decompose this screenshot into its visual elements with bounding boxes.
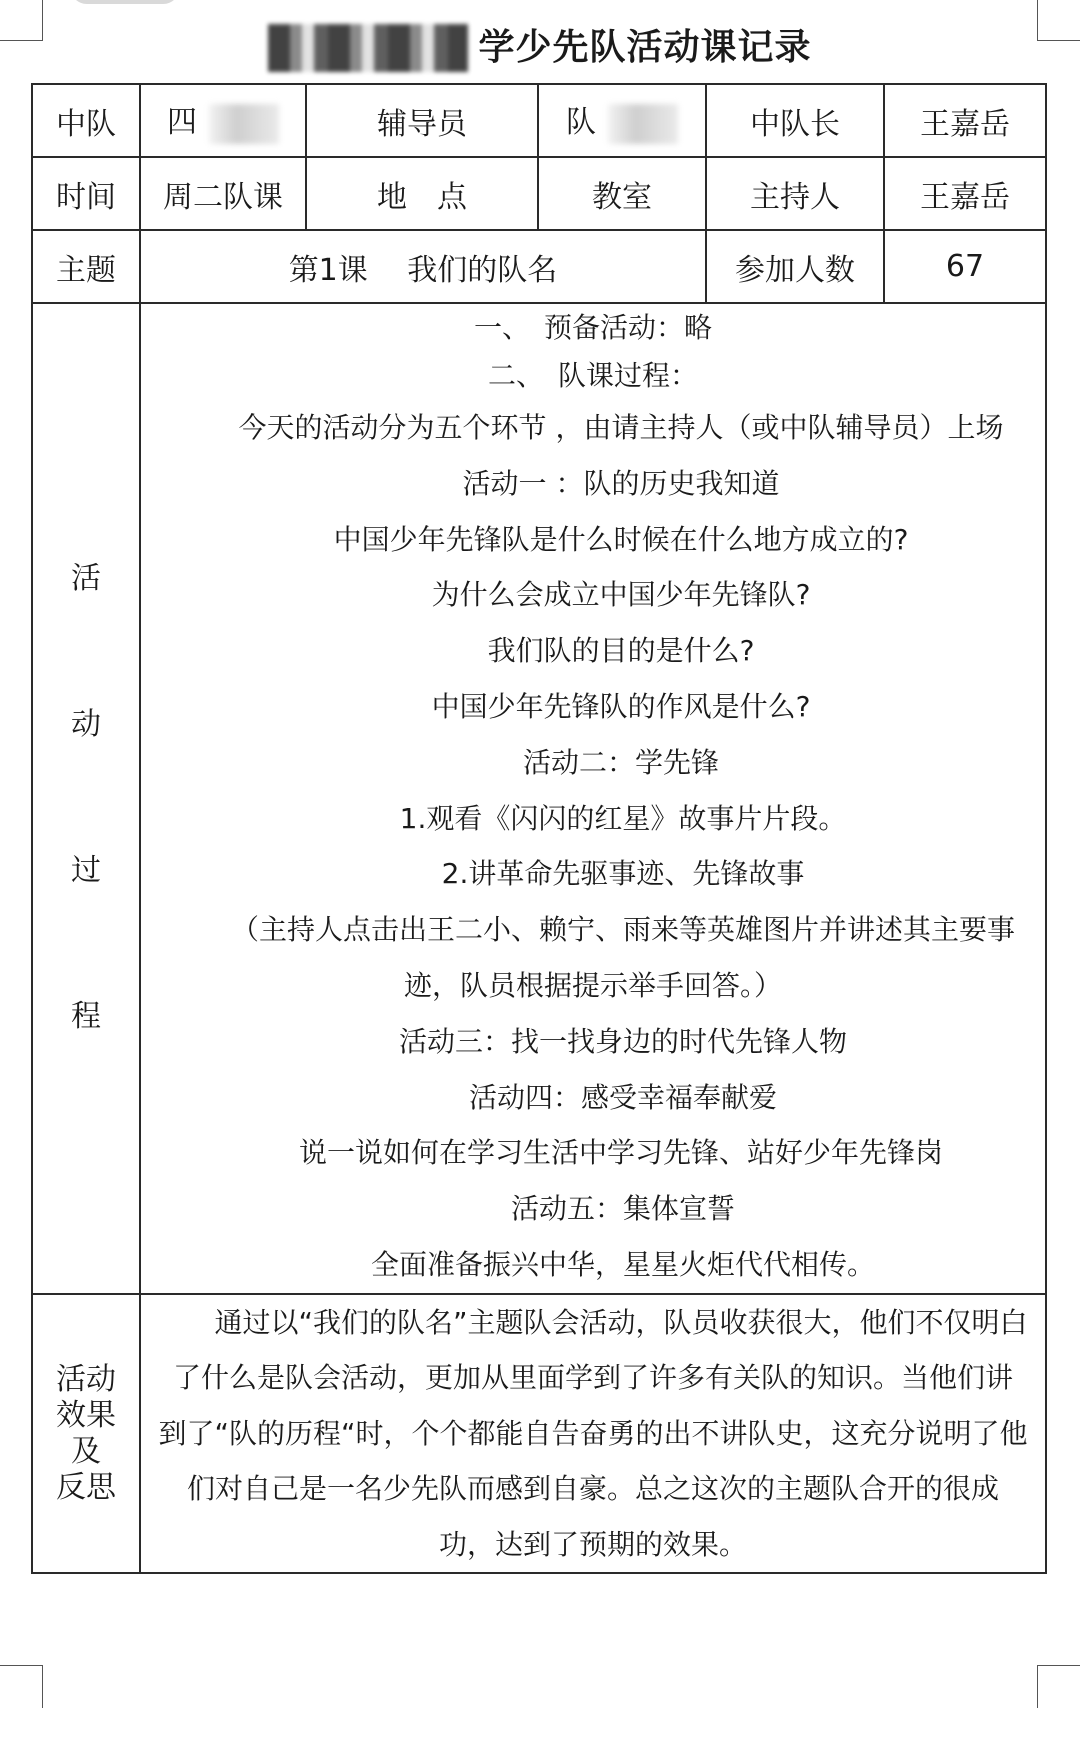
effect-content [140,1294,1046,1574]
process-line: 为什么会成立中国少年先锋队? [431,578,811,612]
effect-line: 功，达到了预期的效果。 [438,1527,747,1561]
time-label: 时间 [32,157,140,230]
table-row [32,303,1046,1294]
counselor-label: 辅导员 [306,84,538,157]
process-label [32,303,140,1294]
process-content [140,303,1046,1294]
effect-line: 们对自己是一名少先队而感到自豪。总之这次的主题队合开的很成 [186,1472,999,1506]
crop-mark-bottom-left [0,1665,43,1708]
effect-line: 通过以“我们的队名”主题队会活动，队员收获很大，他们不仅明白 [214,1305,1028,1339]
effect-label-line: 效果 [56,1397,116,1433]
redacted-counselor-value [608,104,678,144]
captain-value: 王嘉岳 [884,84,1046,157]
counselor-value-text: 队 [566,105,596,141]
process-label-char: 动 [71,707,101,743]
process-label-char: 程 [71,999,101,1035]
table-row [32,84,1046,157]
activity-record-table [31,83,1047,1574]
squad-value [140,84,306,157]
table-row [32,230,1046,303]
process-label-char: 活 [71,561,101,597]
page-title [268,20,811,76]
process-line: 活动一 ：队的历史我知道 [462,466,780,500]
effect-label-line: 活动 [56,1361,116,1397]
process-line: 中国少年先锋队是什么时候在什么地方成立的? [333,522,909,556]
process-line: 活动二：学先锋 [522,745,719,779]
table-row [32,157,1046,230]
effect-line: 了什么是队会活动，更加从里面学到了许多有关队的知识。当他们讲 [172,1361,1013,1395]
effect-label [32,1294,140,1574]
place-label: 地 点 [306,157,538,230]
participants-label: 参加人数 [706,230,884,303]
process-line: 一、 预备活动：略 [473,311,712,344]
host-value: 王嘉岳 [884,157,1046,230]
theme-value: 第1课 我们的队名 [140,230,706,303]
host-label: 主持人 [706,157,884,230]
counselor-value [538,84,706,157]
process-line: 中国少年先锋队的作风是什么? [431,689,811,723]
process-line: 活动四：感受幸福奉献爱 [468,1080,777,1114]
time-value: 周二队课 [140,157,306,230]
crop-mark-bottom-right [1037,1665,1080,1708]
page-title-text: 学少先队活动课记录 [478,27,812,68]
redacted-school-name [268,24,468,72]
process-line: 全面准备振兴中华，星星火炬代代相传。 [370,1247,875,1281]
top-pill-decoration [70,0,180,4]
process-line: （主持人点击出王二小、赖宁、雨来等英雄图片并讲述其主要事 [230,913,1015,947]
table-row [32,1294,1046,1574]
process-line: 2.讲革命先驱事迹、先锋故事 [441,857,805,891]
squad-label: 中队 [32,84,140,157]
place-value: 教室 [538,157,706,230]
page-title-area [0,20,1080,76]
effect-label-line: 反思 [56,1469,116,1505]
process-line: 活动五：集体宣誓 [510,1192,735,1226]
theme-label: 主题 [32,230,140,303]
effect-label-line: 及 [71,1433,101,1469]
squad-value-text: 四 [167,105,197,141]
process-line: 活动三：找一找身边的时代先锋人物 [398,1024,847,1058]
process-line: 二、 队课过程： [487,359,698,392]
participants-value: 67 [884,230,1046,303]
captain-label: 中队长 [706,84,884,157]
process-line: 我们队的目的是什么? [487,634,755,668]
process-line: 1.观看《闪闪的红星》故事片片段。 [399,801,847,835]
process-label-char: 过 [71,853,101,889]
redacted-squad-value [209,104,279,144]
process-line: 今天的活动分为五个环节 ，由请主持人（或中队辅导员）上场 [238,411,1004,444]
process-line: 说一说如何在学习生活中学习先锋、站好少年先锋岗 [298,1136,943,1170]
effect-line: 到了“队的历程“时，个个都能自告奋勇的出不讲队史，这充分说明了他 [158,1416,1028,1450]
process-line: 迹，队员根据提示举手回答。） [403,968,782,1002]
